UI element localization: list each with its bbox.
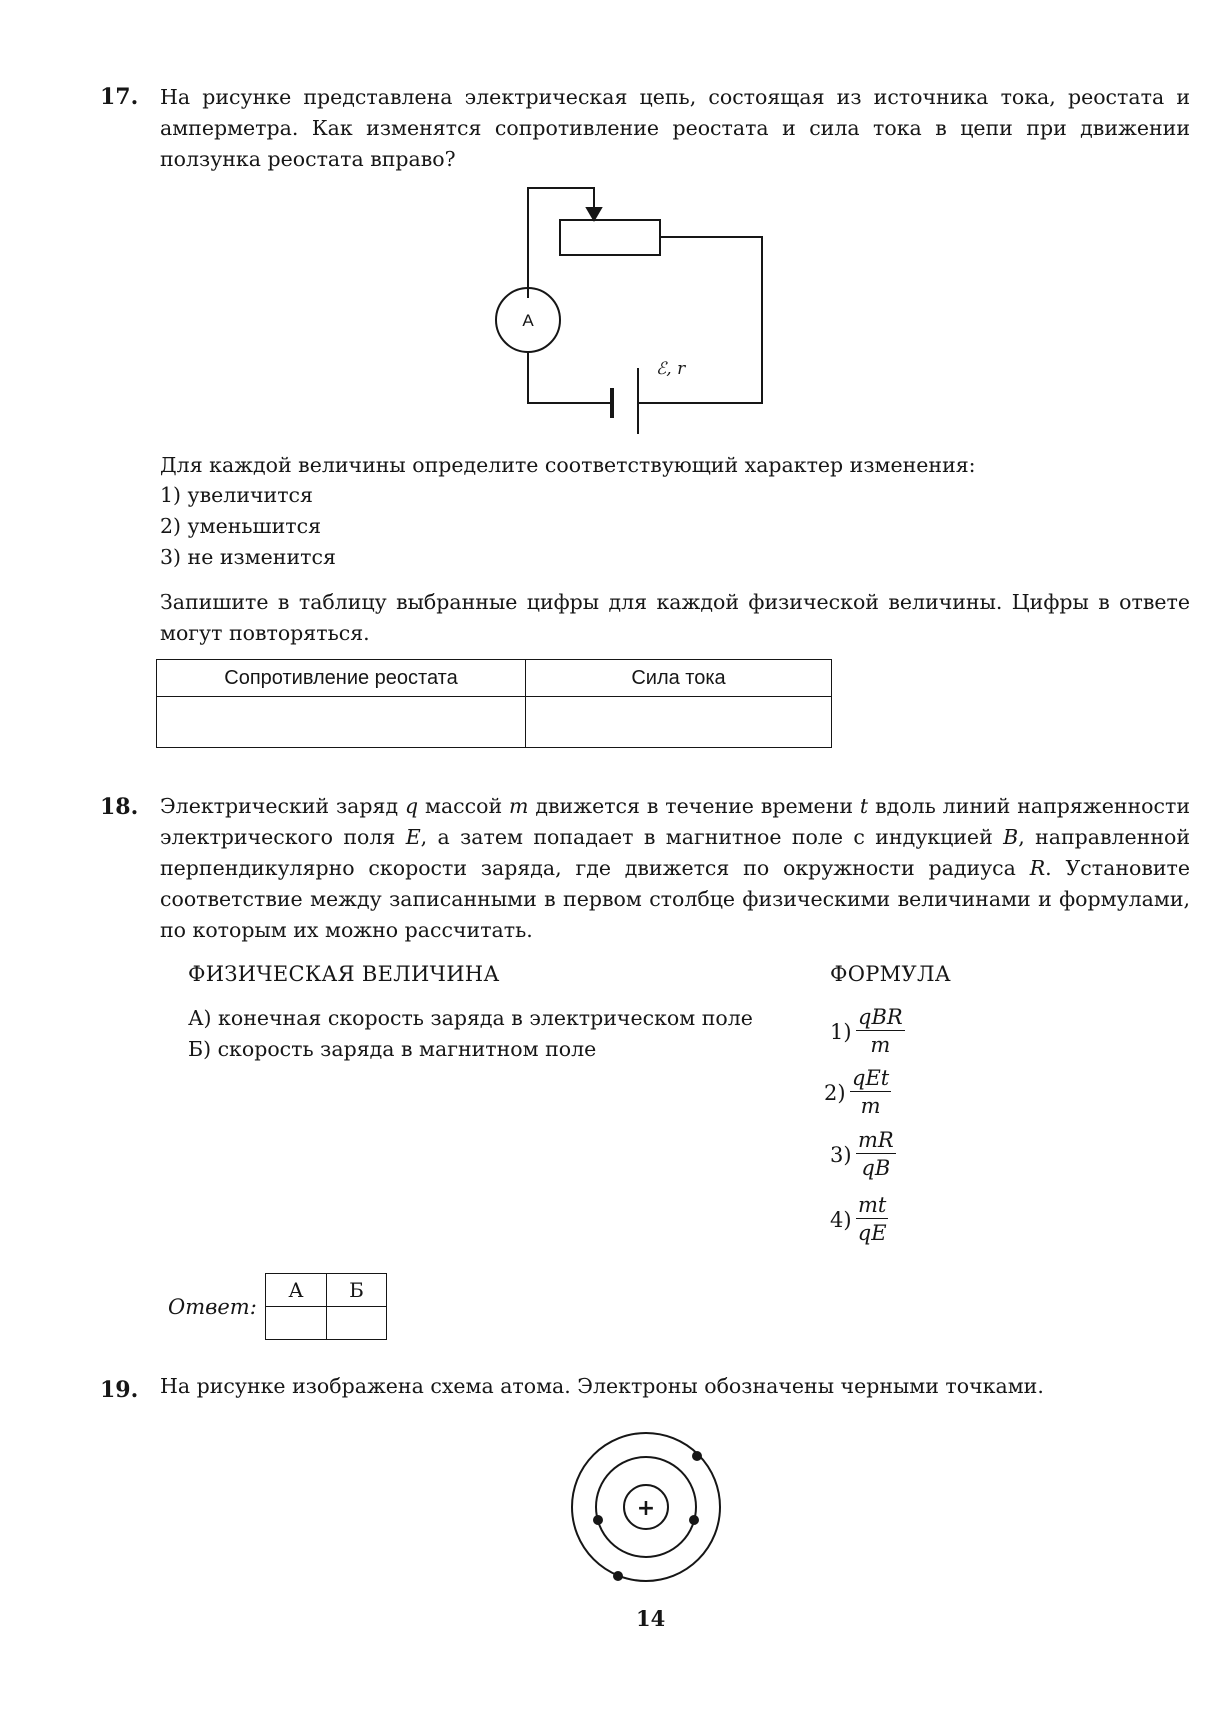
question-18-number: 18. <box>100 794 139 820</box>
rheostat-icon <box>560 220 660 255</box>
option-unchanged: 3) не изменится <box>160 545 336 569</box>
circuit-wire-bottom-left <box>528 352 612 403</box>
electron-dot-icon <box>593 1515 603 1525</box>
answer-cell-resistance[interactable] <box>157 697 526 748</box>
slider-arrow-icon <box>587 208 601 220</box>
option-decrease: 2) уменьшится <box>160 514 321 538</box>
electron-dot-icon <box>692 1451 702 1461</box>
question-19-text: На рисунке изображена схема атома. Электроны обозначены черными точками. <box>160 1374 1044 1398</box>
circuit-diagram <box>0 0 1216 460</box>
question-17-prompt: Для каждой величины определите соответствующий характер изменения: <box>160 453 976 477</box>
electron-dot-icon <box>613 1571 623 1581</box>
table-header-current: Сила тока <box>526 660 832 697</box>
answer-cell-b[interactable] <box>327 1307 387 1340</box>
question-17-number: 17. <box>100 84 139 110</box>
answer-header-b: Б <box>327 1274 387 1307</box>
nucleus-sign: + <box>636 1496 656 1521</box>
atom-diagram <box>560 1430 740 1590</box>
answer-cell-a[interactable] <box>266 1307 327 1340</box>
answer-header-a: А <box>266 1274 327 1307</box>
question-17-instruction: Запишите в таблицу выбранные цифры для каждой физической величины. Цифры в ответе могут повторяться. <box>160 590 1190 645</box>
question-17-text: На рисунке представлена электрическая цепь, состоящая из источника тока, реостата и амперметра. Как изменятся сопротивление реостата и сила тока в цепи при движении ползунка реостата вправо? <box>160 85 1190 171</box>
formula-3: 3) mR qB <box>830 1128 894 1180</box>
column-header-formula: ФОРМУЛА <box>830 962 951 986</box>
electron-dot-icon <box>689 1515 699 1525</box>
formula-2: 2) qEt m <box>824 1066 890 1118</box>
question-17-answer-table <box>156 659 832 748</box>
column-header-quantity: ФИЗИЧЕСКАЯ ВЕЛИЧИНА <box>188 962 500 986</box>
page-number: 14 <box>636 1606 666 1631</box>
quantity-b: Б) скорость заряда в магнитном поле <box>188 1037 597 1061</box>
question-19-number: 19. <box>100 1377 139 1403</box>
answer-cell-current[interactable] <box>526 697 832 748</box>
question-18-answer-table <box>265 1273 387 1340</box>
option-increase: 1) увеличится <box>160 483 313 507</box>
formula-1: 1) qBR m <box>830 1005 903 1057</box>
formula-4: 4) mt qE <box>830 1193 887 1245</box>
quantity-a: А) конечная скорость заряда в электрическом поле <box>188 1006 753 1030</box>
question-18-text: Электрический заряд q массой m движется в течение времени t вдоль линий напряженности электрического поля E, а затем попадает в магнитное поле с индукцией B, направленной перпендикулярно скорости заряда, где движется по окружности радиуса R. Установите соответствие между записанными в первом столбце физическими величинами и формулами, по которым их можно рассчитать. <box>160 794 1190 942</box>
table-header-resistance: Сопротивление реостата <box>157 660 526 697</box>
source-label: ℰ, r <box>656 359 686 379</box>
ammeter-label: A <box>522 311 534 330</box>
answer-label: Ответ: <box>168 1295 257 1319</box>
